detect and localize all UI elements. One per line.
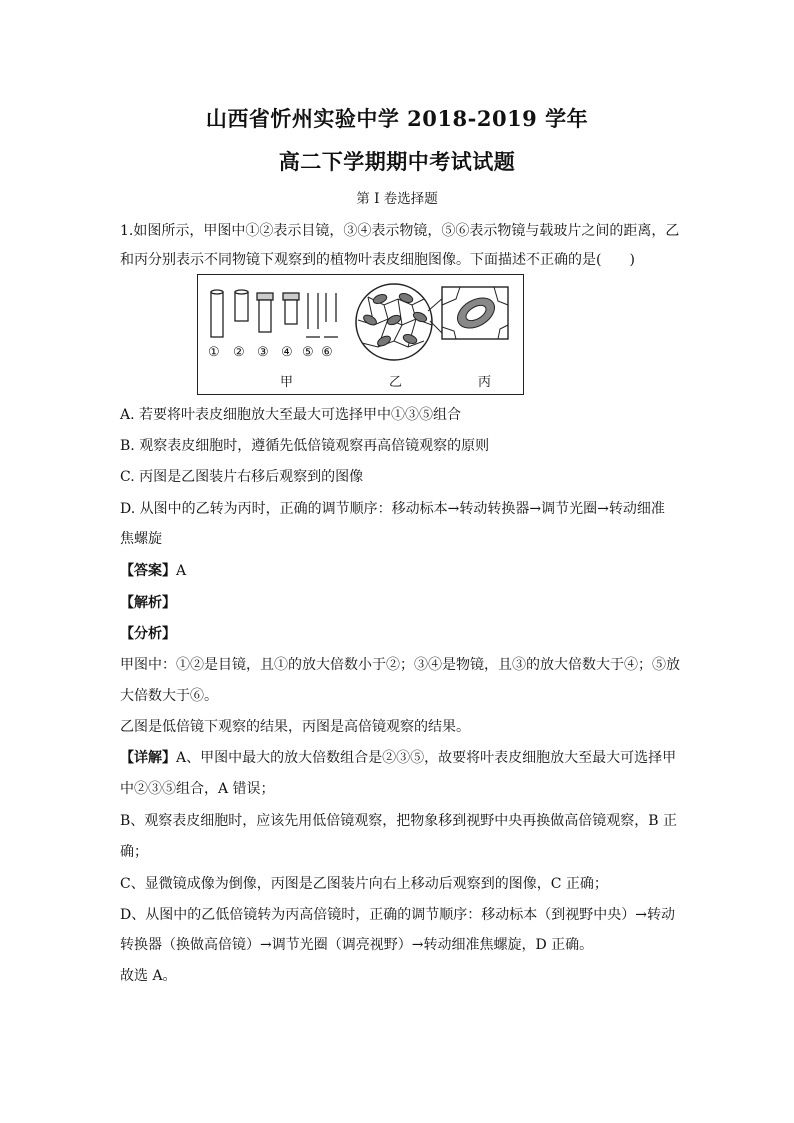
eyepiece-2-drawing xyxy=(235,290,248,321)
figure-label-5: ⑤ xyxy=(302,345,314,360)
high-power-field-drawing xyxy=(442,287,508,339)
analysis-line-3: 乙图是低倍镜下观察的结果，丙图是高倍镜观察的结果。 xyxy=(120,719,470,735)
objective-4-drawing xyxy=(283,293,299,324)
figure-caption-bing: 丙 xyxy=(478,375,492,390)
detail-a-line-1-row xyxy=(120,747,676,767)
distance-5-drawing xyxy=(306,293,320,337)
analysis-line-2: 大倍数大于⑥。 xyxy=(120,688,218,704)
conclusion: 故选 A。 xyxy=(120,968,177,984)
figure-label-3: ③ xyxy=(257,345,269,360)
detail-c: C、显微镜成像为倒像，丙图是乙图装片向右上移动后观察到的图像，C 正确； xyxy=(120,876,608,892)
answer-value: A xyxy=(176,563,187,579)
microscope-figure-drawing xyxy=(198,275,525,396)
figure-label-2: ② xyxy=(233,345,245,360)
analysis-line-1: 甲图中：①②是目镜，且①的放大倍数小于②；③④是物镜，且③的放大倍数大于④；⑤放 xyxy=(120,657,680,673)
eyepiece-1-drawing xyxy=(211,290,223,337)
document-title: 山西省忻州实验中学 2018-2019 学年 xyxy=(205,106,589,131)
section-heading: 第 I 卷选择题 xyxy=(356,191,438,207)
detail-a-line-2: 中②③⑤组合，A 错误； xyxy=(120,781,275,797)
microscope-figure xyxy=(197,274,524,395)
detail-b-line-2: 确； xyxy=(120,844,148,860)
question-stem-line-1: 1.如图所示，甲图中①②表示目镜，③④表示物镜，⑤⑥表示物镜与载玻片之间的距离，乙 xyxy=(120,223,680,239)
detail-a-line-1: A、甲图中最大的放大倍数组合是②③⑤，故要将叶表皮细胞放大至最大可选择甲 xyxy=(176,750,677,766)
question-stem-line-2: 和丙分别表示不同物镜下观察到的植物叶表皮细胞图像。下面描述不正确的是( ) xyxy=(120,252,635,268)
detail-d-line-1: D、从图中的乙低倍镜转为丙高倍镜时，正确的调节顺序：移动标本（到视野中央）→转动 xyxy=(120,907,675,923)
detail-b-line-1: B、观察表皮细胞时，应该先用低倍镜观察，把物象移到视野中央再换做高倍镜观察，B 正 xyxy=(120,813,678,829)
detail-d-line-2: 转换器（换做高倍镜）→调节光圈（调亮视野）→转动细准焦螺旋，D 正确。 xyxy=(120,937,594,953)
figure-caption-jia: 甲 xyxy=(280,375,294,390)
answer-line xyxy=(120,560,186,580)
figure-label-6: ⑥ xyxy=(321,345,333,360)
option-c: C. 丙图是乙图装片右移后观察到的图像 xyxy=(120,469,364,485)
option-d-line-1: D. 从图中的乙转为丙时，正确的调节顺序：移动标本→转动转换器→调节光圈→转动细准 xyxy=(120,501,665,517)
detail-label: 【详解】 xyxy=(120,750,176,766)
figure-label-1: ① xyxy=(208,345,220,360)
figure-caption-yi: 乙 xyxy=(389,375,403,390)
option-d-line-2: 焦螺旋 xyxy=(120,531,162,547)
low-power-field-drawing xyxy=(356,284,444,360)
answer-label: 【答案】 xyxy=(120,563,176,579)
option-b: B. 观察表皮细胞时，遵循先低倍镜观察再高倍镜观察的原则 xyxy=(120,438,490,454)
document-subtitle: 高二下学期期中考试试题 xyxy=(278,149,516,174)
distance-6-drawing xyxy=(324,293,338,337)
jiexi-heading: 【解析】 xyxy=(120,595,176,611)
fenxi-heading: 【分析】 xyxy=(120,626,176,642)
objective-3-drawing xyxy=(257,293,273,332)
figure-label-4: ④ xyxy=(281,345,293,360)
option-a: A. 若要将叶表皮细胞放大至最大可选择甲中①③⑤组合 xyxy=(120,407,462,423)
